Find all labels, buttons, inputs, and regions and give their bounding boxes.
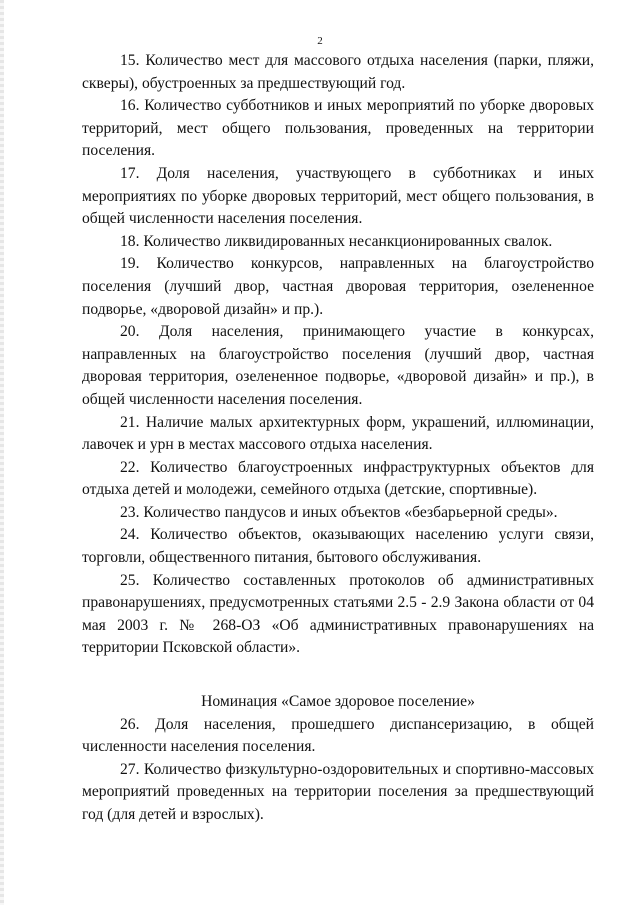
item-18: 18. Количество ликвидированных несанкционированных свалок. [120, 232, 553, 250]
item-17: 17. Доля населения, участвующего в субботниках и иных мероприятиях по уборке дворовых территорий, мест общего пользования, в общей численности населения поселения. [82, 164, 594, 228]
item-21: 21. Наличие малых архитектурных форм, украшений, иллюминации, лавочек и урн в местах массового отдыха населения. [82, 413, 594, 454]
item-20: 20. Доля населения, принимающего участие в конкурсах, направленных на благоустройство поселения (лучший двор, частная дворовая территория, озелененное подворье, «дворовой дизайн» и пр.), в общей численности населения поселения. [82, 323, 594, 408]
page-number: 2 [317, 35, 323, 47]
item-26: 26. Доля населения, прошедшего диспансеризацию, в общей численности населения поселения. [82, 715, 594, 756]
item-22: 22. Количество благоустроенных инфраструктурных объектов для отдыха детей и молодежи, семейного отдыха (детские, спортивные). [82, 458, 594, 499]
document-body [82, 50, 594, 827]
item-25: 25. Количество составленных протоколов об административных правонарушениях, предусмотренных статьями 2.5 - 2.9 Закона области от 04 мая 2003 г. № 268-ОЗ «Об административных правонарушениях на территории Псковской области». [82, 571, 594, 657]
section-heading: Номинация «Самое здоровое поселение» [201, 693, 475, 711]
item-19: 19. Количество конкурсов, направленных на благоустройство поселения (лучший двор, частная дворовая территория, озелененное подворье, «дворовой дизайн» и пр.). [82, 255, 594, 318]
item-23: 23. Количество пандусов и иных объектов «безбарьерной среды». [120, 503, 558, 521]
item-15: 15. Количество мест для массового отдыха населения (парки, пляжи, скверы), обустроенных за предшествующий год. [82, 52, 594, 92]
item-16: 16. Количество субботников и иных мероприятий по уборке дворовых территорий, мест общего пользования, проведенных на территории поселения. [82, 97, 594, 160]
scan-edge [0, 0, 4, 905]
item-27: 27. Количество физкультурно-оздоровительных и спортивно-массовых мероприятий проведенных на территории поселения за предшествующий год (для детей и взрослых). [82, 760, 594, 823]
item-24: 24. Количество объектов, оказывающих населению услуги связи, торговли, общественного питания, бытового обслуживания. [82, 526, 594, 567]
